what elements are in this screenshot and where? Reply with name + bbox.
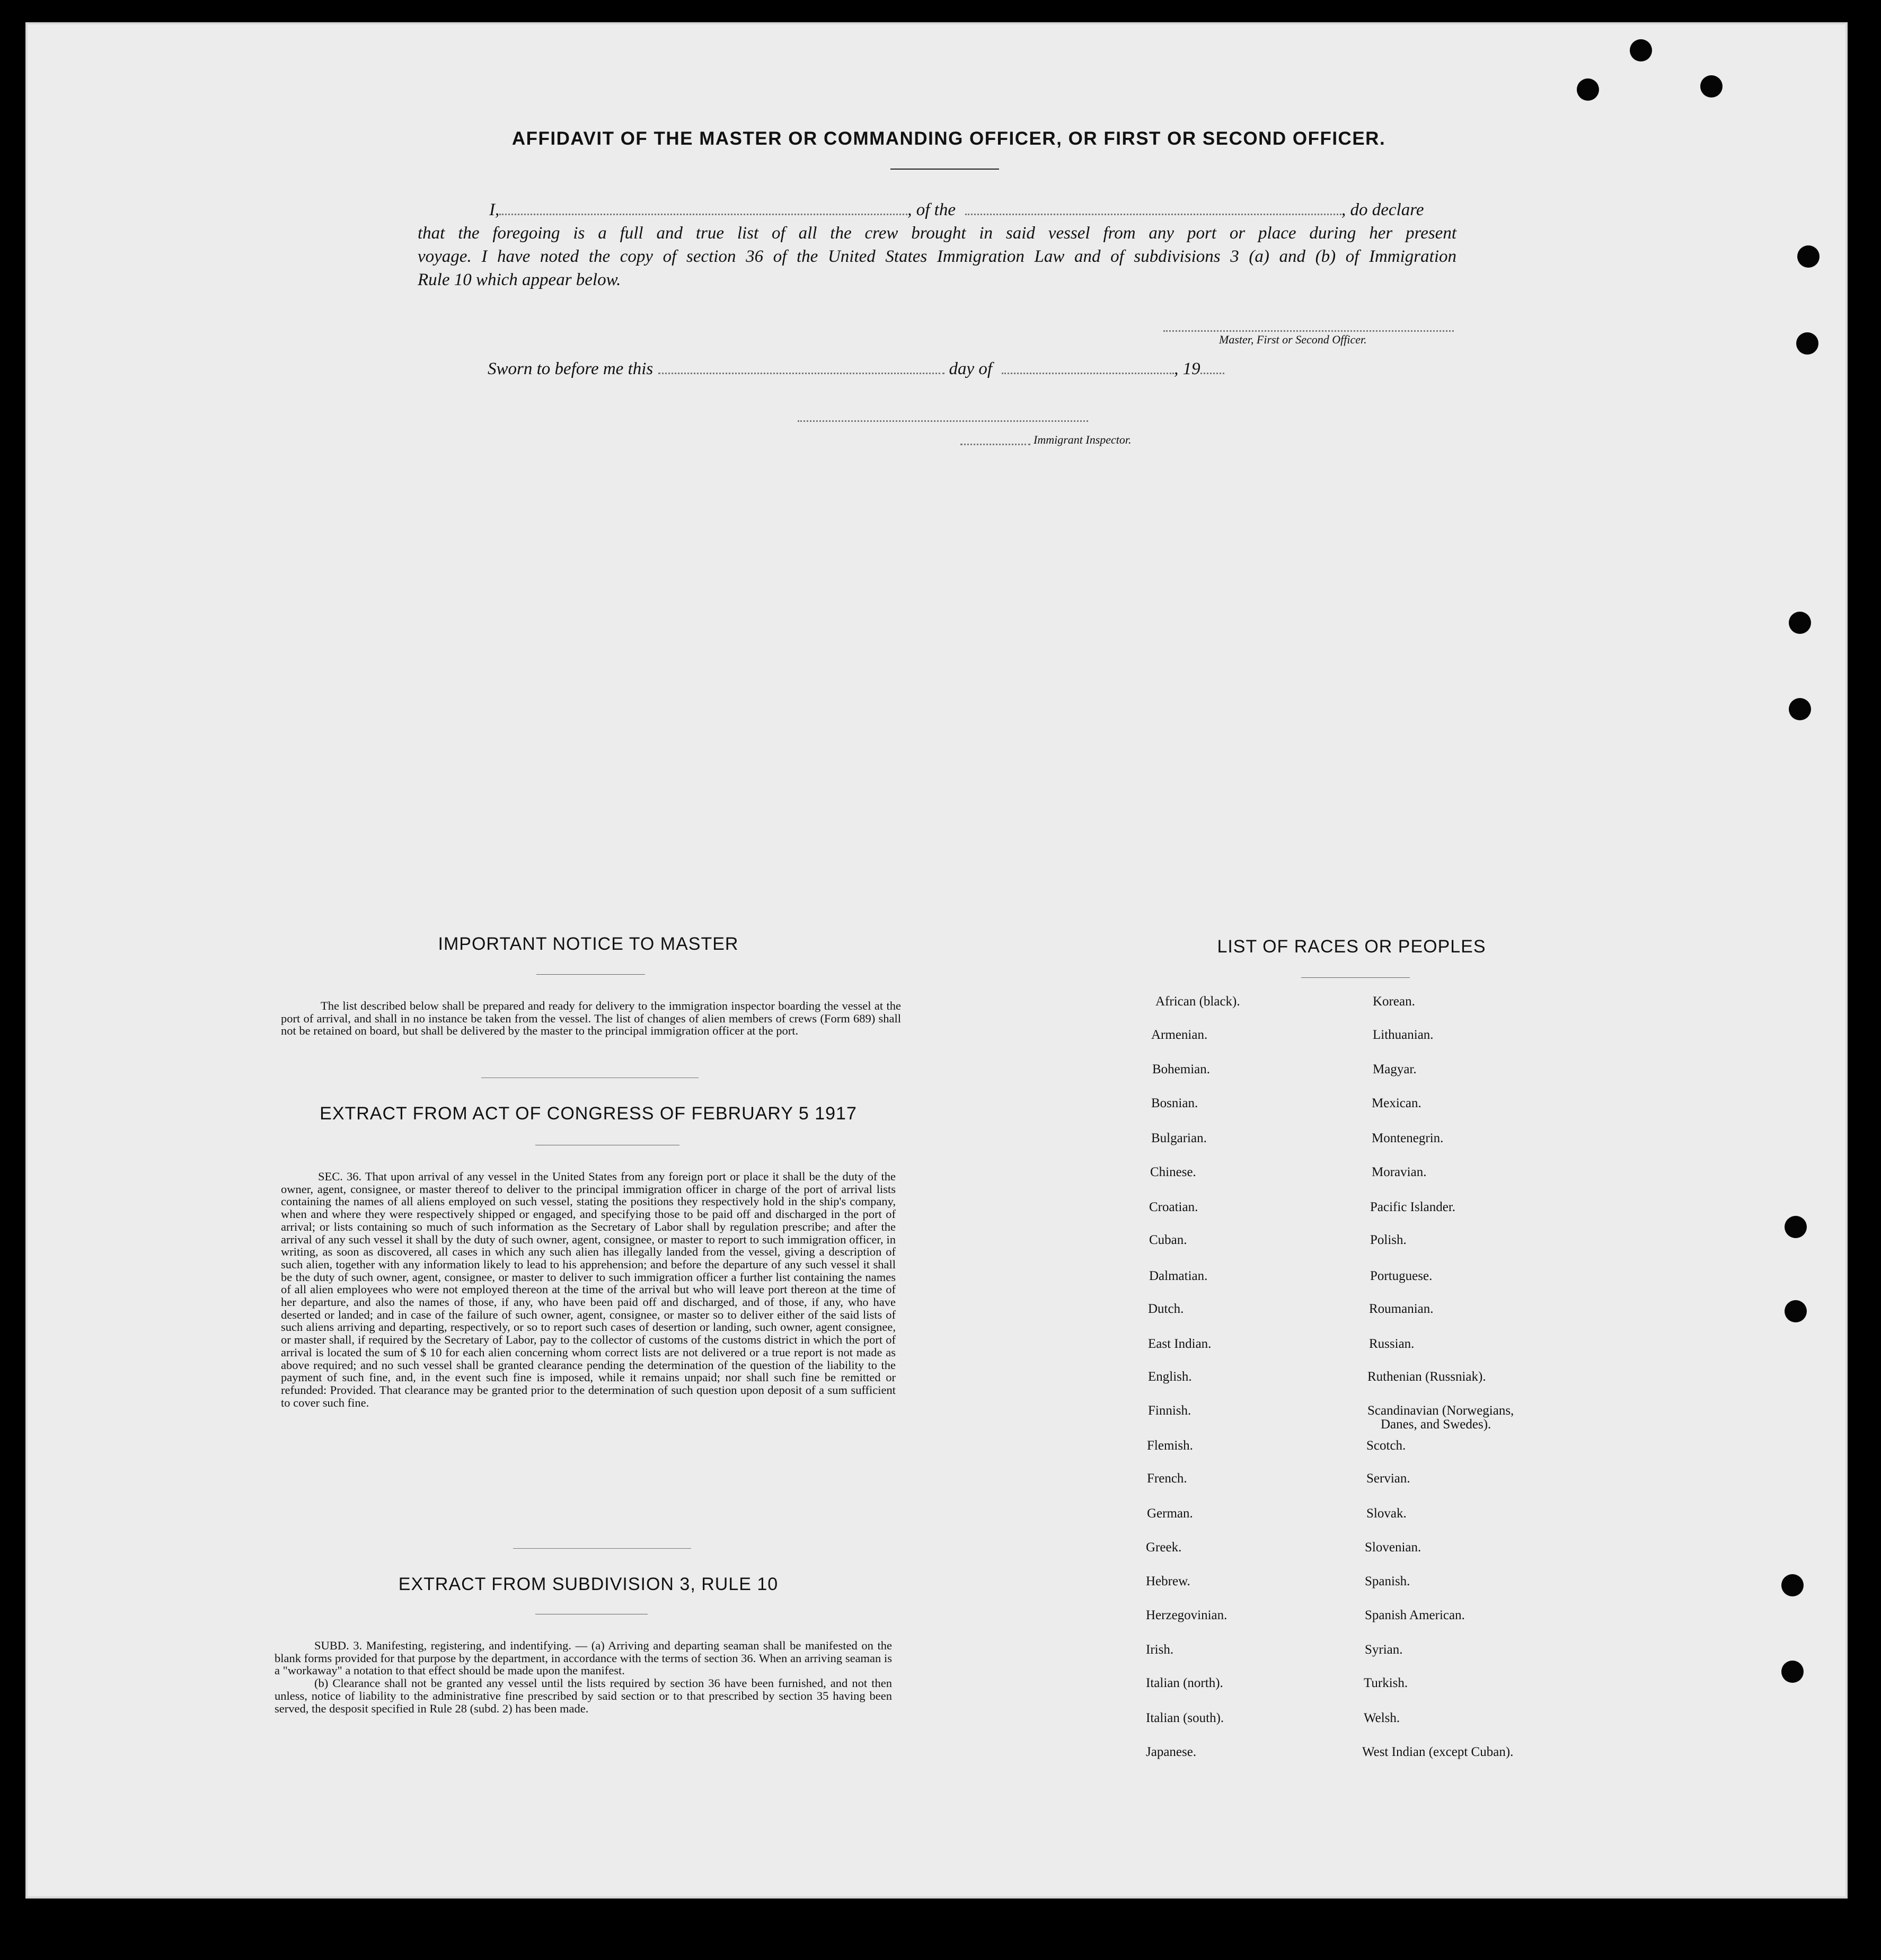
punch-hole xyxy=(1781,1661,1804,1683)
notice-paragraph: The list described below shall be prepared and ready for delivery to the immigration inspector boarding the vessel at the port of arrival, and shall in no instance be taken from the vessel. The list of changes of alien members of crews (Form 689) shall not be retained on board, but shall be delivered by the master to the principal immigration officer at the port. xyxy=(281,999,901,1038)
act-separator xyxy=(513,1548,691,1549)
race-item-left: Japanese. xyxy=(1146,1745,1197,1759)
rule-text xyxy=(275,1639,892,1715)
race-item-right: Spanish. xyxy=(1365,1574,1410,1588)
vessel-blank[interactable] xyxy=(965,213,1341,215)
affidavit-line-3: voyage. I have noted the copy of section 36 of the United States Immigration Law and of subdivisions 3 (a) and (b) of Immigration xyxy=(418,247,1456,266)
race-item-left: English. xyxy=(1148,1370,1192,1384)
race-item-right: Montenegrin. xyxy=(1372,1131,1444,1145)
punch-hole xyxy=(1577,78,1599,101)
affidavit-line-1 xyxy=(418,200,1456,220)
race-item-left: Bosnian. xyxy=(1151,1096,1198,1110)
document-page xyxy=(25,22,1848,1899)
race-item-left: Armenian. xyxy=(1151,1028,1208,1042)
notice-rule xyxy=(536,974,645,975)
race-item-right: Portuguese. xyxy=(1370,1269,1433,1283)
year-prefix: , 19 xyxy=(1174,359,1200,378)
declarant-prefix: I, xyxy=(489,200,500,219)
race-item-right: Slovenian. xyxy=(1365,1540,1421,1555)
day-of-label: day of xyxy=(949,359,993,378)
race-item-left: Croatian. xyxy=(1149,1200,1198,1214)
race-item-right: Moravian. xyxy=(1372,1165,1427,1179)
act-text xyxy=(281,1170,896,1409)
name-blank[interactable] xyxy=(499,213,907,215)
affidavit-line-4: Rule 10 which appear below. xyxy=(418,270,621,289)
subd-a-paragraph: SUBD. 3. Manifesting, registering, and indentifying. — (a) Arriving and departing seaman shall be manifested on the blank forms provided for that purpose by the department, in accordance with the terms of section 36. When an arriving seaman is a "workaway" a notation to that effect should be made upon the manifest. xyxy=(275,1639,892,1678)
race-item-right: Polish. xyxy=(1370,1233,1407,1247)
notice-text xyxy=(281,1000,901,1037)
race-item-left: African (black). xyxy=(1155,994,1240,1009)
races-title: LIST OF RACES OR PEOPLES xyxy=(1217,937,1486,957)
sworn-day-blank[interactable] xyxy=(658,372,944,374)
declare-label: , do declare xyxy=(1341,200,1424,219)
race-item-right: Lithuanian. xyxy=(1373,1028,1434,1042)
subd-b-paragraph: (b) Clearance shall not be granted any vessel until the lists required by section 36 have been furnished, and not then unless, notice of liability to the administrative fine prescribed by said section or to that prescribed by section 35 having been served, the desposit specified in Rule 28 (subd. 2) has been made. xyxy=(275,1676,892,1715)
rule-title: EXTRACT FROM SUBDIVISION 3, RULE 10 xyxy=(398,1574,779,1594)
punch-hole xyxy=(1781,1574,1804,1596)
act-title: EXTRACT FROM ACT OF CONGRESS OF FEBRUARY 5 1917 xyxy=(320,1103,857,1124)
sworn-month-blank[interactable] xyxy=(1002,372,1174,374)
race-item-right: Slovak. xyxy=(1366,1506,1407,1521)
punch-hole xyxy=(1789,698,1811,720)
title-rule xyxy=(890,169,999,170)
race-item-left: Italian (south). xyxy=(1146,1711,1224,1725)
race-item-right: Spanish American. xyxy=(1365,1608,1465,1622)
race-item-left: Dalmatian. xyxy=(1149,1269,1208,1283)
race-item-right: West Indian (except Cuban). xyxy=(1362,1745,1514,1759)
race-item-left: Herzegovinian. xyxy=(1146,1608,1227,1622)
race-item-left: French. xyxy=(1147,1471,1187,1486)
punch-hole xyxy=(1796,332,1818,355)
race-item-left: East Indian. xyxy=(1148,1337,1212,1351)
race-item-left: Dutch. xyxy=(1148,1302,1184,1316)
race-item-left: Bulgarian. xyxy=(1151,1131,1207,1145)
sworn-line xyxy=(488,359,1283,379)
race-item-left: Hebrew. xyxy=(1146,1574,1190,1588)
race-item-right: Mexican. xyxy=(1372,1096,1421,1110)
race-item-right: Welsh. xyxy=(1364,1711,1400,1725)
race-item-scandinavian-cont: Danes, and Swedes). xyxy=(1381,1417,1491,1432)
sworn-prefix: Sworn to before me this xyxy=(488,359,654,378)
punch-hole xyxy=(1700,75,1723,98)
race-item-left: Cuban. xyxy=(1149,1233,1187,1247)
race-item-left: German. xyxy=(1147,1506,1193,1521)
race-item-right: Pacific Islander. xyxy=(1370,1200,1456,1214)
race-item-left: Irish. xyxy=(1146,1643,1174,1657)
race-item-right: Scotch. xyxy=(1366,1438,1406,1453)
race-item-left: Italian (north). xyxy=(1146,1676,1223,1690)
of-the-label: , of the xyxy=(907,200,956,219)
notice-title: IMPORTANT NOTICE TO MASTER xyxy=(438,934,739,954)
race-item-left: Flemish. xyxy=(1147,1438,1193,1453)
race-item-right: Russian. xyxy=(1369,1337,1415,1351)
race-item-left: Finnish. xyxy=(1148,1403,1191,1418)
punch-hole xyxy=(1630,39,1652,61)
race-item-right: Korean. xyxy=(1373,994,1415,1009)
race-item-right: Turkish. xyxy=(1364,1676,1408,1690)
affidavit-title: AFFIDAVIT OF THE MASTER OR COMMANDING OFFICER, OR FIRST OR SECOND OFFICER. xyxy=(511,128,1386,149)
race-item-left: Greek. xyxy=(1146,1540,1182,1555)
inspector-blank-short xyxy=(960,443,1030,445)
punch-hole xyxy=(1789,612,1811,634)
race-item-right: Ruthenian (Russniak). xyxy=(1367,1370,1486,1384)
inspector-blank[interactable] xyxy=(798,420,1088,422)
race-item-left: Chinese. xyxy=(1150,1165,1196,1179)
punch-hole xyxy=(1785,1216,1807,1238)
races-rule xyxy=(1301,977,1410,978)
sec-36-paragraph: SEC. 36. That upon arrival of any vessel in the United States from any foreign port or place it shall be the duty of the owner, agent, consignee, or master thereof to deliver to the principal immigration officer in charge of the port of arrival lists containing the names of all aliens employed on such vessel, stating the positions they respectively hold in the ship's company, when and where they were respectively shipped or engaged, and specifying those to be paid off and discharged in the port of arrival; or lists containing so much of such information as the Secretary of Labor shall by regulation prescribe; and after the arrival of any such vessel it shall by the duty of such owner, agent, consignee, or master to report to such immigration officer, in writing, as soon as discovered, all cases in which any such alien has illegally landed from the vessel, giving a description of such alien, together with any information likely to lead to his apprehension; and before the departure of any such vessel it shall be the duty of such owner, agent, consignee, or master to deliver to such immigration officer a further list containing the names of all alien employees who were not employed thereon at the time of the arrival but who will leave port thereon at the time of her departure, and also the names of those, if any, who have been paid off and discharged, and of those, if any, who have deserted or landed; and in case of the failure of such owner, agent, consignee, or master so to deliver either of the said lists of such aliens arriving and departing, respectively, or so to report such cases of desertion or landing, such owner, agent consignee, or master shall, if required by the Secretary of Labor, pay to the collector of customs of the customs district in which the port of arrival is located the sum of $ 10 for each alien concerning whom correct lists are not delivered or a true report is not made as above required; and no such vessel shall be granted clearance pending the determination of the question of the liability to the payment of such fine, and, in the event such fine is imposed, while it remains unpaid; nor shall such fine be remitted or refunded: Provided. That clearance may be granted prior to the determination of such question upon deposit of a sum sufficient to cover such fine. xyxy=(281,1170,896,1409)
race-item-right: Scandinavian (Norwegians, xyxy=(1367,1403,1514,1418)
signature-blank[interactable] xyxy=(1163,330,1454,332)
signature-caption: Master, First or Second Officer. xyxy=(1219,333,1367,346)
race-item-right: Magyar. xyxy=(1373,1062,1417,1076)
race-item-right: Servian. xyxy=(1366,1471,1410,1486)
race-item-right: Roumanian. xyxy=(1369,1302,1434,1316)
sworn-year-blank[interactable] xyxy=(1200,372,1224,374)
punch-hole xyxy=(1797,245,1820,268)
race-item-right: Syrian. xyxy=(1365,1643,1403,1657)
affidavit-line-2: that the foregoing is a full and true list of all the crew brought in said vessel from any port or place during her present xyxy=(418,224,1456,243)
inspector-caption: Immigrant Inspector. xyxy=(1034,433,1132,446)
race-item-left: Bohemian. xyxy=(1152,1062,1211,1076)
punch-hole xyxy=(1785,1300,1807,1322)
